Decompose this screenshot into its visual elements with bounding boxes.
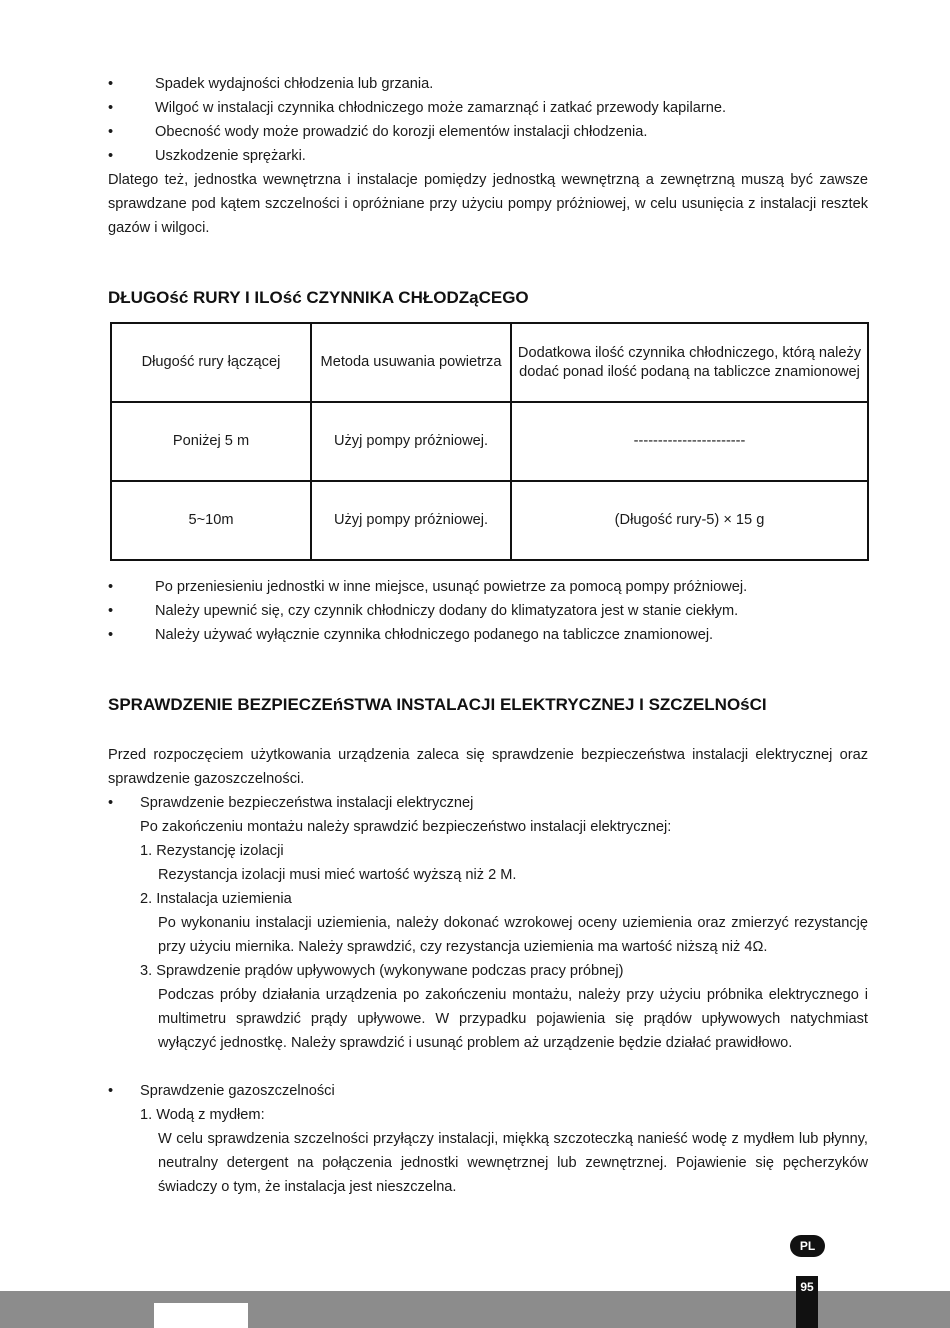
table-row: [111, 402, 868, 481]
table-header-cell: Metoda usuwania powietrza: [311, 323, 511, 402]
step-text: Rezystancja izolacji musi mieć wartość wyższą niż 2 M.: [158, 867, 517, 883]
table-cell: -----------------------: [511, 402, 868, 481]
step-label: 2. Instalacja uziemienia: [140, 891, 292, 907]
section-title: DŁUGOść RURY I ILOść CZYNNIKA CHŁODZąCEGO: [108, 288, 529, 307]
list-item: Spadek wydajności chłodzenia lub grzania.: [155, 76, 434, 92]
bullet: •: [108, 579, 114, 595]
step-text: W celu sprawdzenia szczelności przyłączy instalacji, miękką szczoteczką nanieść wodę z mydłem lub płynny, neutralny detergent na połączenia jednostki wewnętrznej lub zewnętrznej. Pojawienie się pęcherzyków świadczy o tym, że instalacja jest nieszczelna.: [158, 1131, 868, 1195]
table-cell: Poniżej 5 m: [111, 402, 311, 481]
list-item: Po przeniesieniu jednostki w inne miejsce, usunąć powietrze za pomocą pompy próżniowej.: [155, 579, 748, 595]
language-badge: PL: [790, 1235, 825, 1257]
page-number: 95: [796, 1276, 818, 1328]
table-cell: 5~10m: [111, 481, 311, 560]
list-item: Obecność wody może prowadzić do korozji elementów instalacji chłodzenia.: [155, 124, 648, 140]
list-item: Uszkodzenie sprężarki.: [155, 148, 306, 164]
list-item: Należy używać wyłącznie czynnika chłodniczego podanego na tabliczce znamionowej.: [155, 627, 714, 643]
table-header-cell: Długość rury łączącej: [111, 323, 311, 402]
bullet: •: [108, 627, 114, 643]
table-header-cell: Dodatkowa ilość czynnika chłodniczego, którą należy dodać ponad ilość podaną na tabliczce znamionowej: [511, 323, 868, 402]
table-cell: Użyj pompy próżniowej.: [311, 481, 511, 560]
footer-white-block: [154, 1303, 248, 1328]
table-header-row: [111, 323, 868, 402]
table-cell: Użyj pompy próżniowej.: [311, 402, 511, 481]
step-label: 3. Sprawdzenie prądów upływowych (wykonywane podczas pracy próbnej): [140, 963, 624, 979]
section-intro: Przed rozpoczęciem użytkowania urządzenia zaleca się sprawdzenie bezpieczeństwa instalacji elektrycznej oraz sprawdzenie gazoszczelności.: [108, 747, 868, 787]
list-item: Wilgoć w instalacji czynnika chłodniczego może zamarznąć i zatkać przewody kapilarne.: [155, 100, 727, 116]
bullet: •: [108, 124, 114, 140]
table-row: [111, 481, 868, 560]
electrical-check-intro: Po zakończeniu montażu należy sprawdzić bezpieczeństwo instalacji elektrycznej:: [140, 819, 672, 835]
step-text: Po wykonaniu instalacji uziemienia, należy dokonać wzrokowej oceny uziemienia oraz zmierzyć rezystancję przy użyciu miernika. Należy sprawdzić, czy rezystancja uziemienia ma wartość niższą niż 4Ω.: [158, 915, 868, 955]
bullet: •: [108, 100, 114, 116]
bullet: •: [108, 603, 114, 619]
bullet: •: [108, 795, 114, 811]
bullet: •: [108, 76, 114, 92]
list-item: Należy upewnić się, czy czynnik chłodniczy dodany do klimatyzatora jest w stanie ciekłym.: [155, 603, 739, 619]
table-cell: (Długość rury-5) × 15 g: [511, 481, 868, 560]
bullet: •: [108, 1083, 114, 1099]
electrical-check-title: Sprawdzenie bezpieczeństwa instalacji elektrycznej: [140, 795, 474, 811]
step-label: 1. Wodą z mydłem:: [140, 1107, 265, 1123]
pipe-length-table: [110, 322, 869, 561]
step-text: Podczas próby działania urządzenia po zakończeniu montażu, należy przy użyciu próbnika elektrycznego i multimetru sprawdzić prądy upływowe. W przypadku pojawienia się prądów upływowych natychmiast wyłączyć jednostkę. Należy sprawdzić i usunąć problem aż urządzenie będzie działać prawidłowo.: [158, 987, 868, 1051]
intro-paragraph: Dlatego też, jednostka wewnętrzna i instalacje pomiędzy jednostką wewnętrzną a zewnętrzną muszą być zawsze sprawdzane pod kątem szczelności i opróżniane przy użyciu pompy próżniowej, w celu usunięcia z instalacji resztek gazów i wilgoci.: [108, 172, 868, 236]
gas-check-title: Sprawdzenie gazoszczelności: [140, 1083, 335, 1099]
section-title: SPRAWDZENIE BEZPIECZEńSTWA INSTALACJI ELEKTRYCZNEJ I SZCZELNOśCI: [108, 695, 767, 714]
step-label: 1. Rezystancję izolacji: [140, 843, 284, 859]
bullet: •: [108, 148, 114, 164]
